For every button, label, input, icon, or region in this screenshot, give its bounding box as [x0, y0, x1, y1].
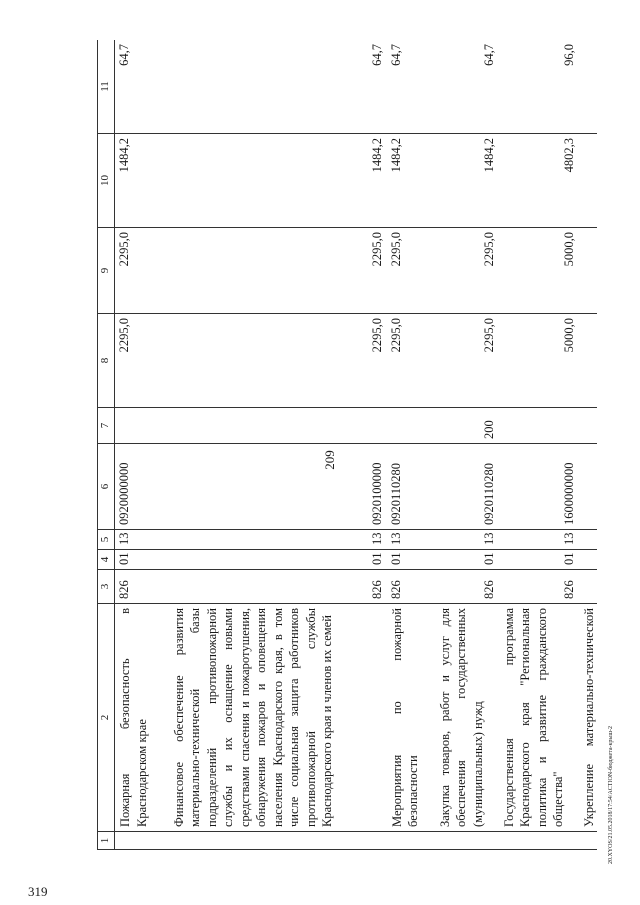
- percent-cell: 64,7: [387, 40, 435, 134]
- expense-type-cell: [499, 408, 579, 444]
- column-header: 5: [98, 530, 115, 550]
- target-code-cell: 0920100000: [169, 444, 387, 530]
- value-cell: 2295,0: [115, 314, 169, 408]
- value-cell: 2295,0: [435, 314, 499, 408]
- section-code-cell: [579, 550, 598, 570]
- subsection-code-cell: 13: [387, 530, 435, 550]
- value-cell: [579, 314, 598, 408]
- row-number-cell: [387, 832, 435, 850]
- item-name-cell: Пожарная безопасность в Краснодарском крае: [115, 604, 169, 832]
- target-code-cell: 0920110280: [387, 444, 435, 530]
- row-number-cell: [579, 832, 598, 850]
- column-header: 7: [98, 408, 115, 444]
- value-cell: 2295,0: [169, 314, 387, 408]
- ministry-code-cell: 826: [435, 570, 499, 604]
- expense-type-cell: [169, 408, 387, 444]
- value-cell: 2295,0: [387, 228, 435, 314]
- value-cell: 2295,0: [115, 228, 169, 314]
- row-number-cell: [499, 832, 579, 850]
- section-code-cell: 01: [435, 550, 499, 570]
- ministry-code-cell: 826: [387, 570, 435, 604]
- column-header: 3: [98, 570, 115, 604]
- section-code-cell: 01: [499, 550, 579, 570]
- subsection-code-cell: 13: [435, 530, 499, 550]
- value-cell: 1484,2: [435, 134, 499, 228]
- value-cell: [579, 134, 598, 228]
- column-header: 2: [98, 604, 115, 832]
- value-cell: 1484,2: [387, 134, 435, 228]
- value-cell: 4802,3: [499, 134, 579, 228]
- target-code-cell: 0920110280: [435, 444, 499, 530]
- subsection-code-cell: [579, 530, 598, 550]
- column-header: 1: [98, 832, 115, 850]
- percent-cell: 64,7: [115, 40, 169, 134]
- subsection-code-cell: 13: [169, 530, 387, 550]
- value-cell: 2295,0: [387, 314, 435, 408]
- table-row: [499, 40, 579, 850]
- column-header: 9: [98, 228, 115, 314]
- item-name-cell: Финансовое обеспечение развития материально-технической базы подразделений противопожарной службы и их оснащение новыми средствами спасения и пожаротушения, обнаружения пожаров и оповещения населения Краснодарского края, в том числе социальная защита работников противопожарной службы Краснодарского края и членов их семей: [169, 604, 387, 832]
- target-code-cell: 1600000000: [499, 444, 579, 530]
- percent-cell: 64,7: [169, 40, 387, 134]
- item-name-cell: Мероприятия по пожарной безопасности: [387, 604, 435, 832]
- column-header: 10: [98, 134, 115, 228]
- table-body: [115, 40, 598, 850]
- target-code-cell: 0920000000: [115, 444, 169, 530]
- value-cell: 1484,2: [115, 134, 169, 228]
- target-code-cell: [579, 444, 598, 530]
- page-number-bottom: 319: [28, 884, 48, 899]
- expense-type-cell: [115, 408, 169, 444]
- value-cell: 2295,0: [169, 228, 387, 314]
- column-header: 11: [98, 40, 115, 134]
- section-code-cell: 01: [115, 550, 169, 570]
- ministry-code-cell: 826: [499, 570, 579, 604]
- ministry-code-cell: 826: [169, 570, 387, 604]
- subsection-code-cell: 13: [499, 530, 579, 550]
- table-row: [387, 40, 435, 850]
- rotated-table-frame: [97, 40, 597, 850]
- percent-cell: [579, 40, 598, 134]
- column-header: 8: [98, 314, 115, 408]
- section-code-cell: 01: [387, 550, 435, 570]
- value-cell: 5000,0: [499, 314, 579, 408]
- table-row: [435, 40, 499, 850]
- ministry-code-cell: 826: [115, 570, 169, 604]
- item-name-cell: Закупка товаров, работ и услуг для обеспечения государственных (муниципальных) нужд: [435, 604, 499, 832]
- item-name-cell: Укрепление материально-технической: [579, 604, 598, 832]
- expense-type-cell: [579, 408, 598, 444]
- section-code-cell: 01: [169, 550, 387, 570]
- expense-type-cell: 200: [435, 408, 499, 444]
- row-number-cell: [169, 832, 387, 850]
- value-cell: 5000,0: [499, 228, 579, 314]
- value-cell: 2295,0: [435, 228, 499, 314]
- row-number-cell: [115, 832, 169, 850]
- subsection-code-cell: 13: [115, 530, 169, 550]
- value-cell: [579, 228, 598, 314]
- column-header: 4: [98, 550, 115, 570]
- ministry-code-cell: [579, 570, 598, 604]
- budget-table-region: [97, 40, 597, 850]
- table-row: [169, 40, 387, 850]
- row-number-cell: [435, 832, 499, 850]
- value-cell: 1484,2: [169, 134, 387, 228]
- percent-cell: 64,7: [435, 40, 499, 134]
- item-name-cell: Государственная программа Краснодарского края "Региональная политика и развитие гражданского общества": [499, 604, 579, 832]
- column-header: 6: [98, 444, 115, 530]
- budget-table: [97, 40, 597, 850]
- expense-type-cell: [387, 408, 435, 444]
- percent-cell: 96,0: [499, 40, 579, 134]
- table-row: [115, 40, 169, 850]
- table-row: [579, 40, 598, 850]
- file-code: 20.XYOS/21.05.2018/17:54/ACTION-бюджета-крыш-2: [608, 725, 614, 865]
- page-number-top: 209: [322, 450, 337, 470]
- header-row: [98, 40, 115, 850]
